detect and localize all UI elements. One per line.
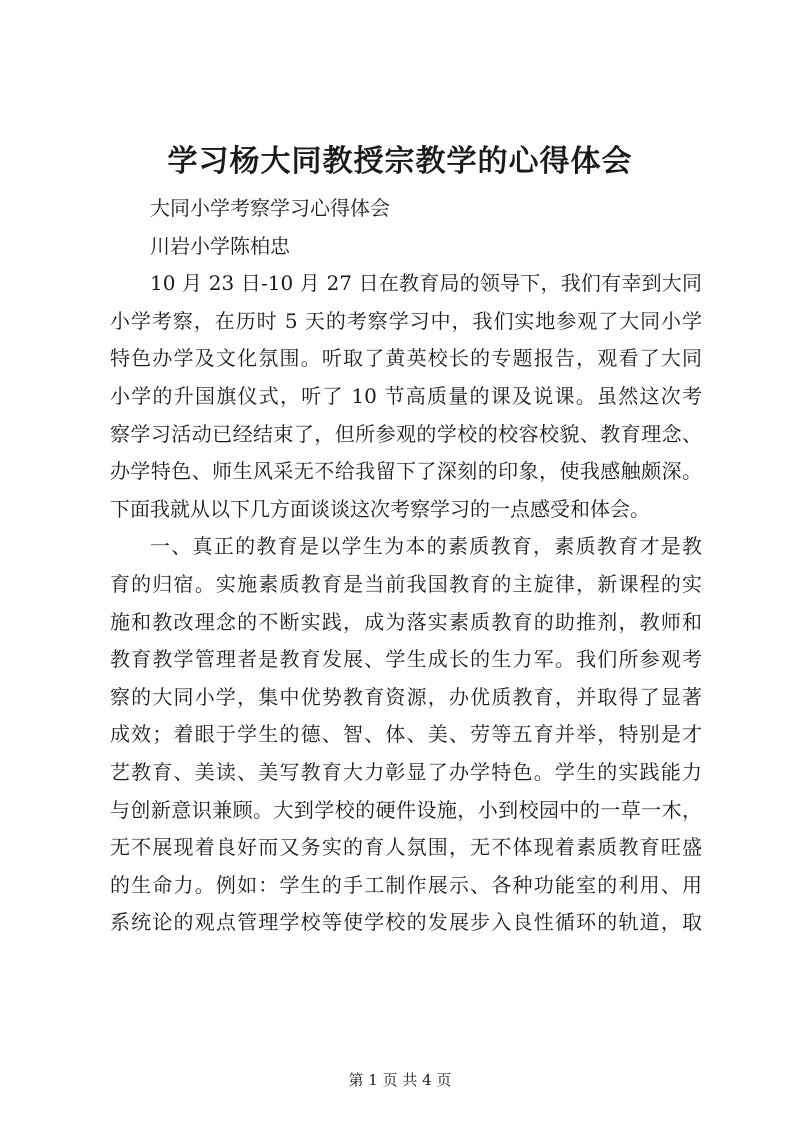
document-body	[110, 190, 702, 942]
paragraph-line: 察学习活动已经结束了，但所参观的学校的校容校貌、教育理念、	[110, 421, 702, 446]
paragraph-line: 施和教改理念的不断实践，成为落实素质教育的助推剂，教师和	[110, 609, 702, 634]
paragraph-line: 小学的升国旗仪式，听了 10 节高质量的课及说课。虽然这次考	[110, 383, 702, 408]
paragraph-line: 系统论的观点管理学校等使学校的发展步入良性循环的轨道，取	[110, 910, 702, 935]
paragraph-line: 艺教育、美读、美写教育大力彰显了办学特色。学生的实践能力	[110, 759, 702, 784]
paragraph-2	[110, 528, 702, 942]
paragraph-line: 察的大同小学，集中优势教育资源，办优质教育，并取得了显著	[110, 684, 702, 709]
paragraph-line: 特色办学及文化氛围。听取了黄英校长的专题报告，观看了大同	[110, 346, 702, 371]
paragraph-line: 办学特色、师生风采无不给我留下了深刻的印象，使我感触颇深。	[110, 459, 702, 484]
paragraph-line: 一、真正的教育是以学生为本的素质教育，素质教育才是教	[150, 534, 702, 559]
document-title: 学习杨大同教授宗教学的心得体会	[167, 144, 633, 179]
paragraph-line: 与创新意识兼顾。大到学校的硬件设施，小到校园中的一草一木，	[110, 797, 702, 822]
paragraph-line: 成效；着眼于学生的德、智、体、美、劳等五育并举，特别是才	[110, 722, 702, 747]
page-footer: 第 1 页 共 4 页	[348, 1071, 452, 1089]
author-line: 川岩小学陈柏忠	[150, 233, 290, 258]
paragraph-line: 无不展现着良好而又务实的育人氛围，无不体现着素质教育旺盛	[110, 835, 702, 860]
paragraph-line: 育的归宿。实施素质教育是当前我国教育的主旋律，新课程的实	[110, 571, 702, 596]
paragraph-line: 的生命力。例如：学生的手工制作展示、各种功能室的利用、用	[110, 872, 702, 897]
subtitle-line: 大同小学考察学习心得体会	[150, 196, 390, 220]
paragraph-line: 教育教学管理者是教育发展、学生成长的生力军。我们所参观考	[110, 647, 702, 672]
paragraph-1	[110, 265, 702, 528]
paragraph-line: 10 月 23 日-10 月 27 日在教育局的领导下，我们有幸到大同	[150, 271, 702, 296]
paragraph-line: 小学考察，在历时 5 天的考察学习中，我们实地参观了大同小学	[110, 308, 702, 333]
paragraph-line: 下面我就从以下几方面谈谈这次考察学习的一点感受和体会。	[110, 496, 650, 521]
